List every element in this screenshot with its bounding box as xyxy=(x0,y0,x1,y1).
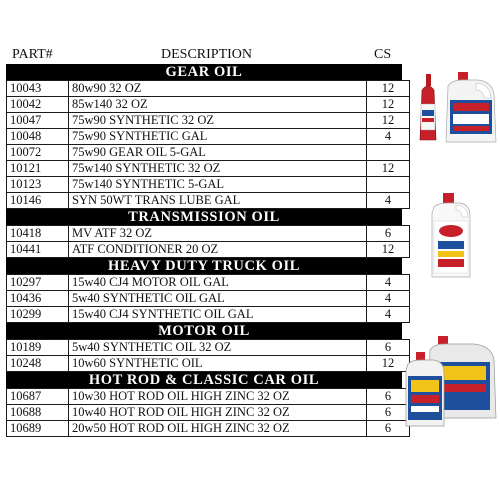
case-quantity-cell: 4 xyxy=(367,291,410,307)
case-quantity-cell: 12 xyxy=(367,161,410,177)
description-cell: 20w50 HOT ROD OIL HIGH ZINC 32 OZ xyxy=(69,421,367,437)
table-row xyxy=(7,340,410,356)
case-quantity-cell: 6 xyxy=(367,340,410,356)
part-number-cell: 10042 xyxy=(7,97,69,113)
table-row xyxy=(7,161,410,177)
case-quantity-cell: 12 xyxy=(367,113,410,129)
part-number-cell: 10299 xyxy=(7,307,69,323)
case-quantity-cell: 6 xyxy=(367,405,410,421)
case-quantity-cell: 12 xyxy=(367,81,410,97)
section-table xyxy=(6,339,410,372)
description-cell: MV ATF 32 OZ xyxy=(69,226,367,242)
part-number-cell: 10146 xyxy=(7,193,69,209)
gear-oil-product-image xyxy=(412,70,500,145)
table-row xyxy=(7,193,410,209)
sections-container xyxy=(6,64,402,437)
part-number-cell: 10441 xyxy=(7,242,69,258)
case-quantity-cell: 12 xyxy=(367,242,410,258)
part-number-cell: 10688 xyxy=(7,405,69,421)
description-cell: 10w30 HOT ROD OIL HIGH ZINC 32 OZ xyxy=(69,389,367,405)
section-band: HOT ROD & CLASSIC CAR OIL xyxy=(6,372,402,388)
table-row xyxy=(7,129,410,145)
part-number-cell: 10047 xyxy=(7,113,69,129)
table-row xyxy=(7,97,410,113)
column-header-row xyxy=(6,47,402,64)
transmission-bottle-graphic xyxy=(426,191,476,281)
case-quantity-cell: 6 xyxy=(367,226,410,242)
table-row xyxy=(7,226,410,242)
hot-rod-oil-product-image xyxy=(404,330,500,430)
description-cell: 5w40 SYNTHETIC OIL 32 OZ xyxy=(69,340,367,356)
description-cell: 10w60 SYNTHETIC OIL xyxy=(69,356,367,372)
section-band: TRANSMISSION OIL xyxy=(6,209,402,225)
case-quantity-cell: 4 xyxy=(367,193,410,209)
table-row xyxy=(7,291,410,307)
description-cell: ATF CONDITIONER 20 OZ xyxy=(69,242,367,258)
table-row xyxy=(7,307,410,323)
section-table xyxy=(6,388,410,437)
part-number-cell: 10048 xyxy=(7,129,69,145)
part-number-cell: 10687 xyxy=(7,389,69,405)
hot-rod-bottles-graphic xyxy=(404,330,500,430)
description-cell: 75w140 SYNTHETIC 5-GAL xyxy=(69,177,367,193)
case-quantity-cell: 6 xyxy=(367,389,410,405)
transmission-fluid-product-image xyxy=(426,191,476,281)
description-column-header: DESCRIPTION xyxy=(161,47,253,62)
part-number-cell: 10072 xyxy=(7,145,69,161)
description-cell: 75w90 SYNTHETIC GAL xyxy=(69,129,367,145)
table-row xyxy=(7,242,410,258)
description-cell: 85w140 32 OZ xyxy=(69,97,367,113)
part-number-cell: 10121 xyxy=(7,161,69,177)
description-cell: 15w40 CJ4 SYNTHETIC OIL GAL xyxy=(69,307,367,323)
section-band: MOTOR OIL xyxy=(6,323,402,339)
section-table xyxy=(6,80,410,209)
part-number-cell: 10189 xyxy=(7,340,69,356)
description-cell: SYN 50WT TRANS LUBE GAL xyxy=(69,193,367,209)
description-cell: 75w90 GEAR OIL 5-GAL xyxy=(69,145,367,161)
part-number-cell: 10436 xyxy=(7,291,69,307)
description-cell: 15w40 CJ4 MOTOR OIL GAL xyxy=(69,275,367,291)
gear-oil-bottles-graphic xyxy=(412,70,500,145)
table-row xyxy=(7,113,410,129)
description-cell: 80w90 32 OZ xyxy=(69,81,367,97)
case-quantity-cell xyxy=(367,177,410,193)
description-cell: 75w140 SYNTHETIC 32 OZ xyxy=(69,161,367,177)
table-row xyxy=(7,405,410,421)
section-table xyxy=(6,225,410,258)
description-cell: 5w40 SYNTHETIC OIL GAL xyxy=(69,291,367,307)
case-quantity-cell: 6 xyxy=(367,421,410,437)
part-number-cell: 10418 xyxy=(7,226,69,242)
part-number-cell: 10689 xyxy=(7,421,69,437)
table-row xyxy=(7,145,410,161)
table-row xyxy=(7,275,410,291)
table-row xyxy=(7,421,410,437)
case-quantity-cell: 4 xyxy=(367,129,410,145)
case-quantity-cell: 4 xyxy=(367,275,410,291)
section-table xyxy=(6,274,410,323)
case-quantity-cell: 12 xyxy=(367,97,410,113)
description-cell: 10w40 HOT ROD OIL HIGH ZINC 32 OZ xyxy=(69,405,367,421)
part-column-header: PART# xyxy=(12,47,53,62)
case-quantity-cell xyxy=(367,145,410,161)
description-cell: 75w90 SYNTHETIC 32 OZ xyxy=(69,113,367,129)
table-row xyxy=(7,177,410,193)
parts-price-sheet xyxy=(6,47,402,437)
part-number-cell: 10043 xyxy=(7,81,69,97)
table-row xyxy=(7,356,410,372)
part-number-cell: 10248 xyxy=(7,356,69,372)
part-number-cell: 10297 xyxy=(7,275,69,291)
cs-column-header: CS xyxy=(374,47,392,62)
case-quantity-cell: 12 xyxy=(367,356,410,372)
section-band: GEAR OIL xyxy=(6,64,402,80)
table-row xyxy=(7,389,410,405)
table-row xyxy=(7,81,410,97)
part-number-cell: 10123 xyxy=(7,177,69,193)
case-quantity-cell: 4 xyxy=(367,307,410,323)
section-band: HEAVY DUTY TRUCK OIL xyxy=(6,258,402,274)
